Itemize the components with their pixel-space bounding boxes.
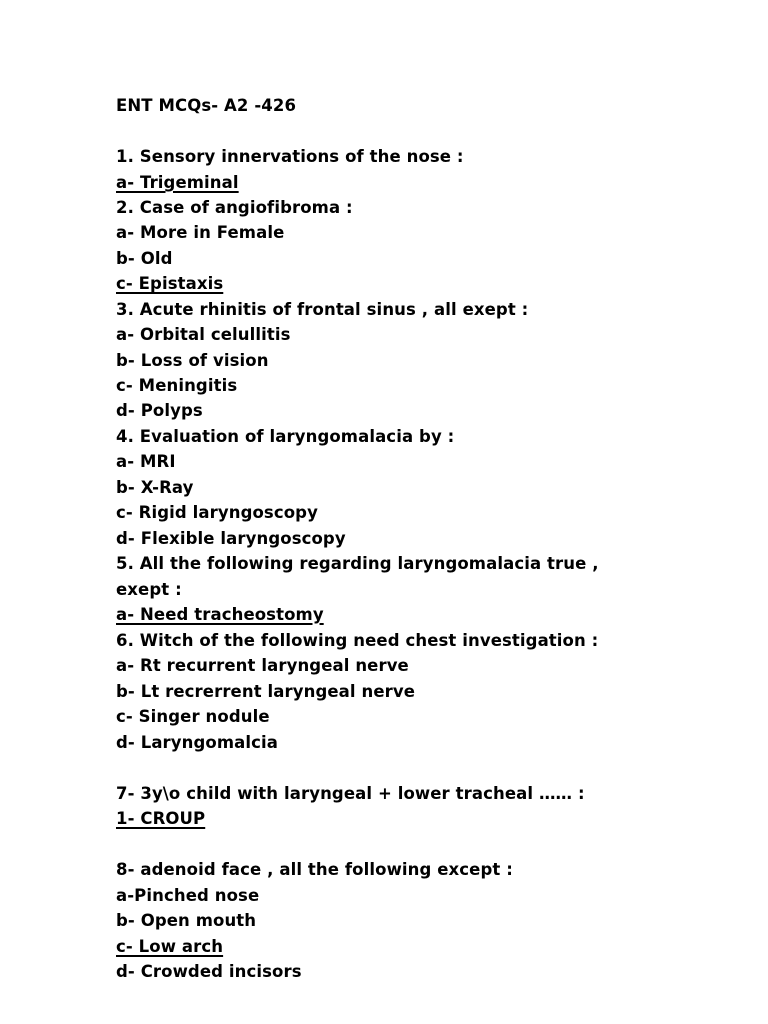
question-8-option-a: a-Pinched nose [116, 886, 260, 905]
question-3-text: 3. Acute rhinitis of frontal sinus , all exept : [116, 300, 529, 319]
question-7-text: 7- 3y\o child with laryngeal + lower tracheal …… : [116, 784, 585, 803]
question-6-text: 6. Witch of the following need chest investigation : [116, 631, 599, 650]
question-8-option-d: d- Crowded incisors [116, 962, 302, 981]
question-4-option-c: c- Rigid laryngoscopy [116, 503, 318, 522]
question-3-option-a: a- Orbital celullitis [116, 325, 291, 344]
question-4-option-b: b- X-Ray [116, 478, 194, 497]
question-6-option-c: c- Singer nodule [116, 707, 270, 726]
question-2-option-b: b- Old [116, 249, 173, 268]
question-2-text: 2. Case of angiofibroma : [116, 198, 353, 217]
question-6-option-a: a- Rt recurrent laryngeal nerve [116, 656, 409, 675]
question-5-text-line2: exept : [116, 580, 182, 599]
question-8-option-b: b- Open mouth [116, 911, 257, 930]
question-8-text: 8- adenoid face , all the following except : [116, 860, 513, 879]
question-2-option-a: a- More in Female [116, 223, 285, 242]
question-3-option-b: b- Loss of vision [116, 351, 269, 370]
question-3-option-c: c- Meningitis [116, 376, 238, 395]
question-4-text: 4. Evaluation of laryngomalacia by : [116, 427, 455, 446]
question-1-answer: a- Trigeminal [116, 173, 239, 192]
question-4-option-d: d- Flexible laryngoscopy [116, 529, 346, 548]
document-title: ENT MCQs- A2 -426 [116, 96, 297, 115]
question-8-answer: c- Low arch [116, 937, 224, 956]
question-5-answer: a- Need tracheostomy [116, 605, 324, 624]
question-6-option-d: d- Laryngomalcia [116, 733, 278, 752]
question-4-option-a: a- MRI [116, 452, 176, 471]
question-7-answer: 1- CROUP [116, 809, 206, 828]
question-6-option-b: b- Lt recrerrent laryngeal nerve [116, 682, 416, 701]
question-5-text-line1: 5. All the following regarding laryngomalacia true , [116, 554, 599, 573]
question-2-answer: c- Epistaxis [116, 274, 224, 293]
question-3-option-d: d- Polyps [116, 401, 203, 420]
question-1-text: 1. Sensory innervations of the nose : [116, 147, 464, 166]
